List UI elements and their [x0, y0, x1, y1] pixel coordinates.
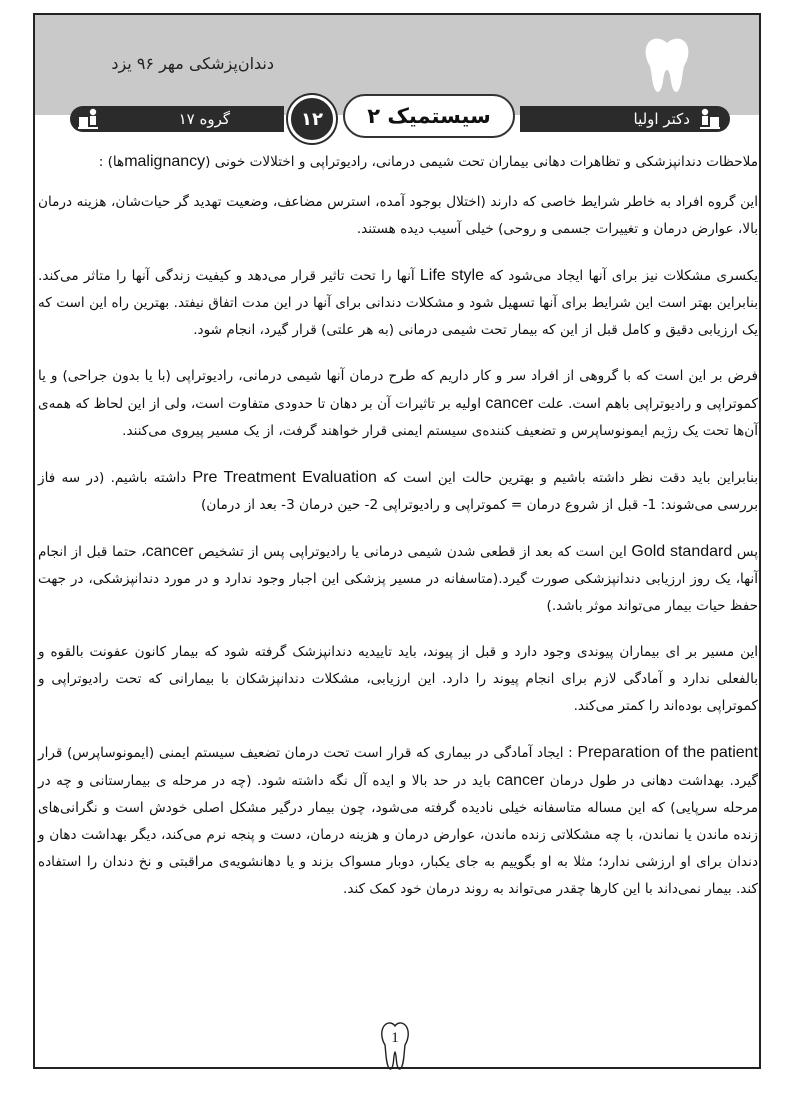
text-run: آنها را تحت تاثیر قرار می‌دهد و کیفیت زندگی آنها را متاثر می‌کند. بنابراین بهتر است این شرایط برای آنها تسهیل شود و مشکلات دندانی برای آنها در این مدت اتفاق نیفتد. بهترین راه این است که یک ارزیابی دقیق و کامل قبل از این که بیمار تحت شیمی درمانی (به هر علتی) قرار گیرد، انجام شود. [38, 268, 758, 338]
text-run: ملاحظات دندانپزشکی و تظاهرات دهانی بیماران تحت شیمی درمانی، رادیوتراپی و اختلالات خونی ( [205, 154, 758, 170]
english-term: cancer [496, 772, 545, 789]
text-run: فرض بر این است که با گروهی از افراد سر و کار داریم که طرح درمان آنها شیمی درمانی، رادیوتراپی (با یا بدون جراحی) و یا کموتراپی و رادیوتراپی باهم است. علت [38, 368, 758, 412]
text-run: ، حتما قبل از انجام آنها، یک روز ارزیابی دندانپزشکی صورت گیرد.(متاسفانه در مسیر پزشکی این اجبار وجود ندارد و در مورد دندانپزشکی، در جهت حفظ حیات بیمار می‌تواند موثر باشد.) [38, 544, 758, 614]
paragraph [36, 538, 760, 620]
text-run: ها) : [98, 154, 125, 170]
text-run: باید در حد بالا و ایده آل نگه داشته شود. (چه در مرحله ی بیمارستانی و چه در مرحله سرپایی) که این مساله متاسفانه خیلی نادیده گرفته می‌شود، چون بیمار درگیر مشکل اصلی خودش است و نگرانی‌های زنده ماندن یا نماندن، با چه مشکلاتی زنده ماندن، عوارض درمان و هزینه درمان، دست و پنجه نرم می‌کند، دیگر بهداشت دهان و دندان برای او ارزشی ندارد؛ مثلا به او بگوییم به جای یکبار، دوبار مسواک بزند و یا دهانشویه‌ی مراقبتی و نخ دندان را استفاده کند. بیمار نمی‌داند با این کارها چقدر می‌تواند به روند درمان خود کمک کند. [38, 773, 758, 897]
text-run: بنابراین باید دقت نظر داشته باشیم و بهترین حالت این است که [376, 470, 758, 486]
lecturer-icon [696, 107, 722, 131]
paragraph [36, 464, 760, 519]
text-run: این است که بعد از قطعی شدن شیمی درمانی یا رادیوتراپی پس از تشخیص [193, 544, 632, 560]
session-number-badge: ۱۲ [288, 95, 336, 143]
lecturer-icon [76, 107, 102, 131]
group-bar [70, 106, 284, 132]
header-subtitle: دندان‌پزشکی مهر ۹۶ یزد [111, 54, 274, 73]
english-term: Gold standard [631, 543, 733, 560]
paragraph [36, 262, 760, 344]
document-body [36, 148, 760, 922]
english-term: malignancy [124, 153, 206, 170]
english-term: Preparation of the patient [577, 744, 758, 761]
paragraph-intro [36, 148, 760, 176]
english-term: Life style [419, 267, 484, 284]
english-term: Pre Treatment Evaluation [192, 469, 377, 486]
instructor-name: دکتر اولیا [633, 110, 690, 128]
paragraph: این مسیر بر ای بیماران پیوندی وجود دارد و قبل از پیوند، باید تاییدیه دندانپزشک گرفته شود که بیمار کانون عفونت بالقوه و بالفعلی ندارد و آمادگی لازم برای انجام پیوند را دارد. این ارزیابی، مشکلات دندانپزشکان با بیمارانی که تحت رادیوتراپی و کموتراپی بوده‌اند را کمتر می‌کند. [38, 644, 758, 714]
paragraph [36, 739, 760, 903]
english-term: cancer [485, 395, 534, 412]
text-run: : ایجاد آمادگی در بیماری که قرار است تحت درمان تضعیف سیستم ایمنی (ایمونوساپرس) قرار گیرد. بهداشت دهانی در طول درمان [38, 745, 758, 789]
page-number: 1 [391, 1030, 399, 1046]
tooth-icon [641, 36, 693, 94]
instructor-bar [520, 106, 730, 132]
group-label: گروه ۱۷ [178, 110, 230, 128]
text-run: یکسری مشکلات نیز برای آنها ایجاد می‌شود که [484, 268, 758, 284]
text-run: اولیه بر تاثیرات آن بر دهان تا حدودی متفاوت است، ولی از این لحاظ که همه‌ی آن‌ها تحت یک رژیم ایمونوساپرس و تضعیف کننده‌ی سیستم ایمنی قرار خواهند گرفت، از یک مسیر پیروی می‌کنند. [38, 396, 758, 439]
paragraph: این گروه افراد به خاطر شرایط خاصی که دارند (اختلال بوجود آمده، استرس مضاعف، وضعیت تهدید گر حیات‌شان، هزینه درمان بالا، عوارض درمان و تغییرات جسمی و روحی) خیلی آسیب دیده هستند. [38, 194, 758, 237]
paragraph [36, 363, 760, 445]
text-run: داشته باشیم. (در سه فاز بررسی می‌شوند: 1- قبل از شروع درمان = کموتراپی و رادیوتراپی 2- حین درمان 3- بعد از درمان) [38, 470, 758, 513]
text-run: پس [732, 544, 759, 560]
page-title: سیستمیک ۲ [343, 94, 515, 138]
english-term: cancer [145, 543, 194, 560]
